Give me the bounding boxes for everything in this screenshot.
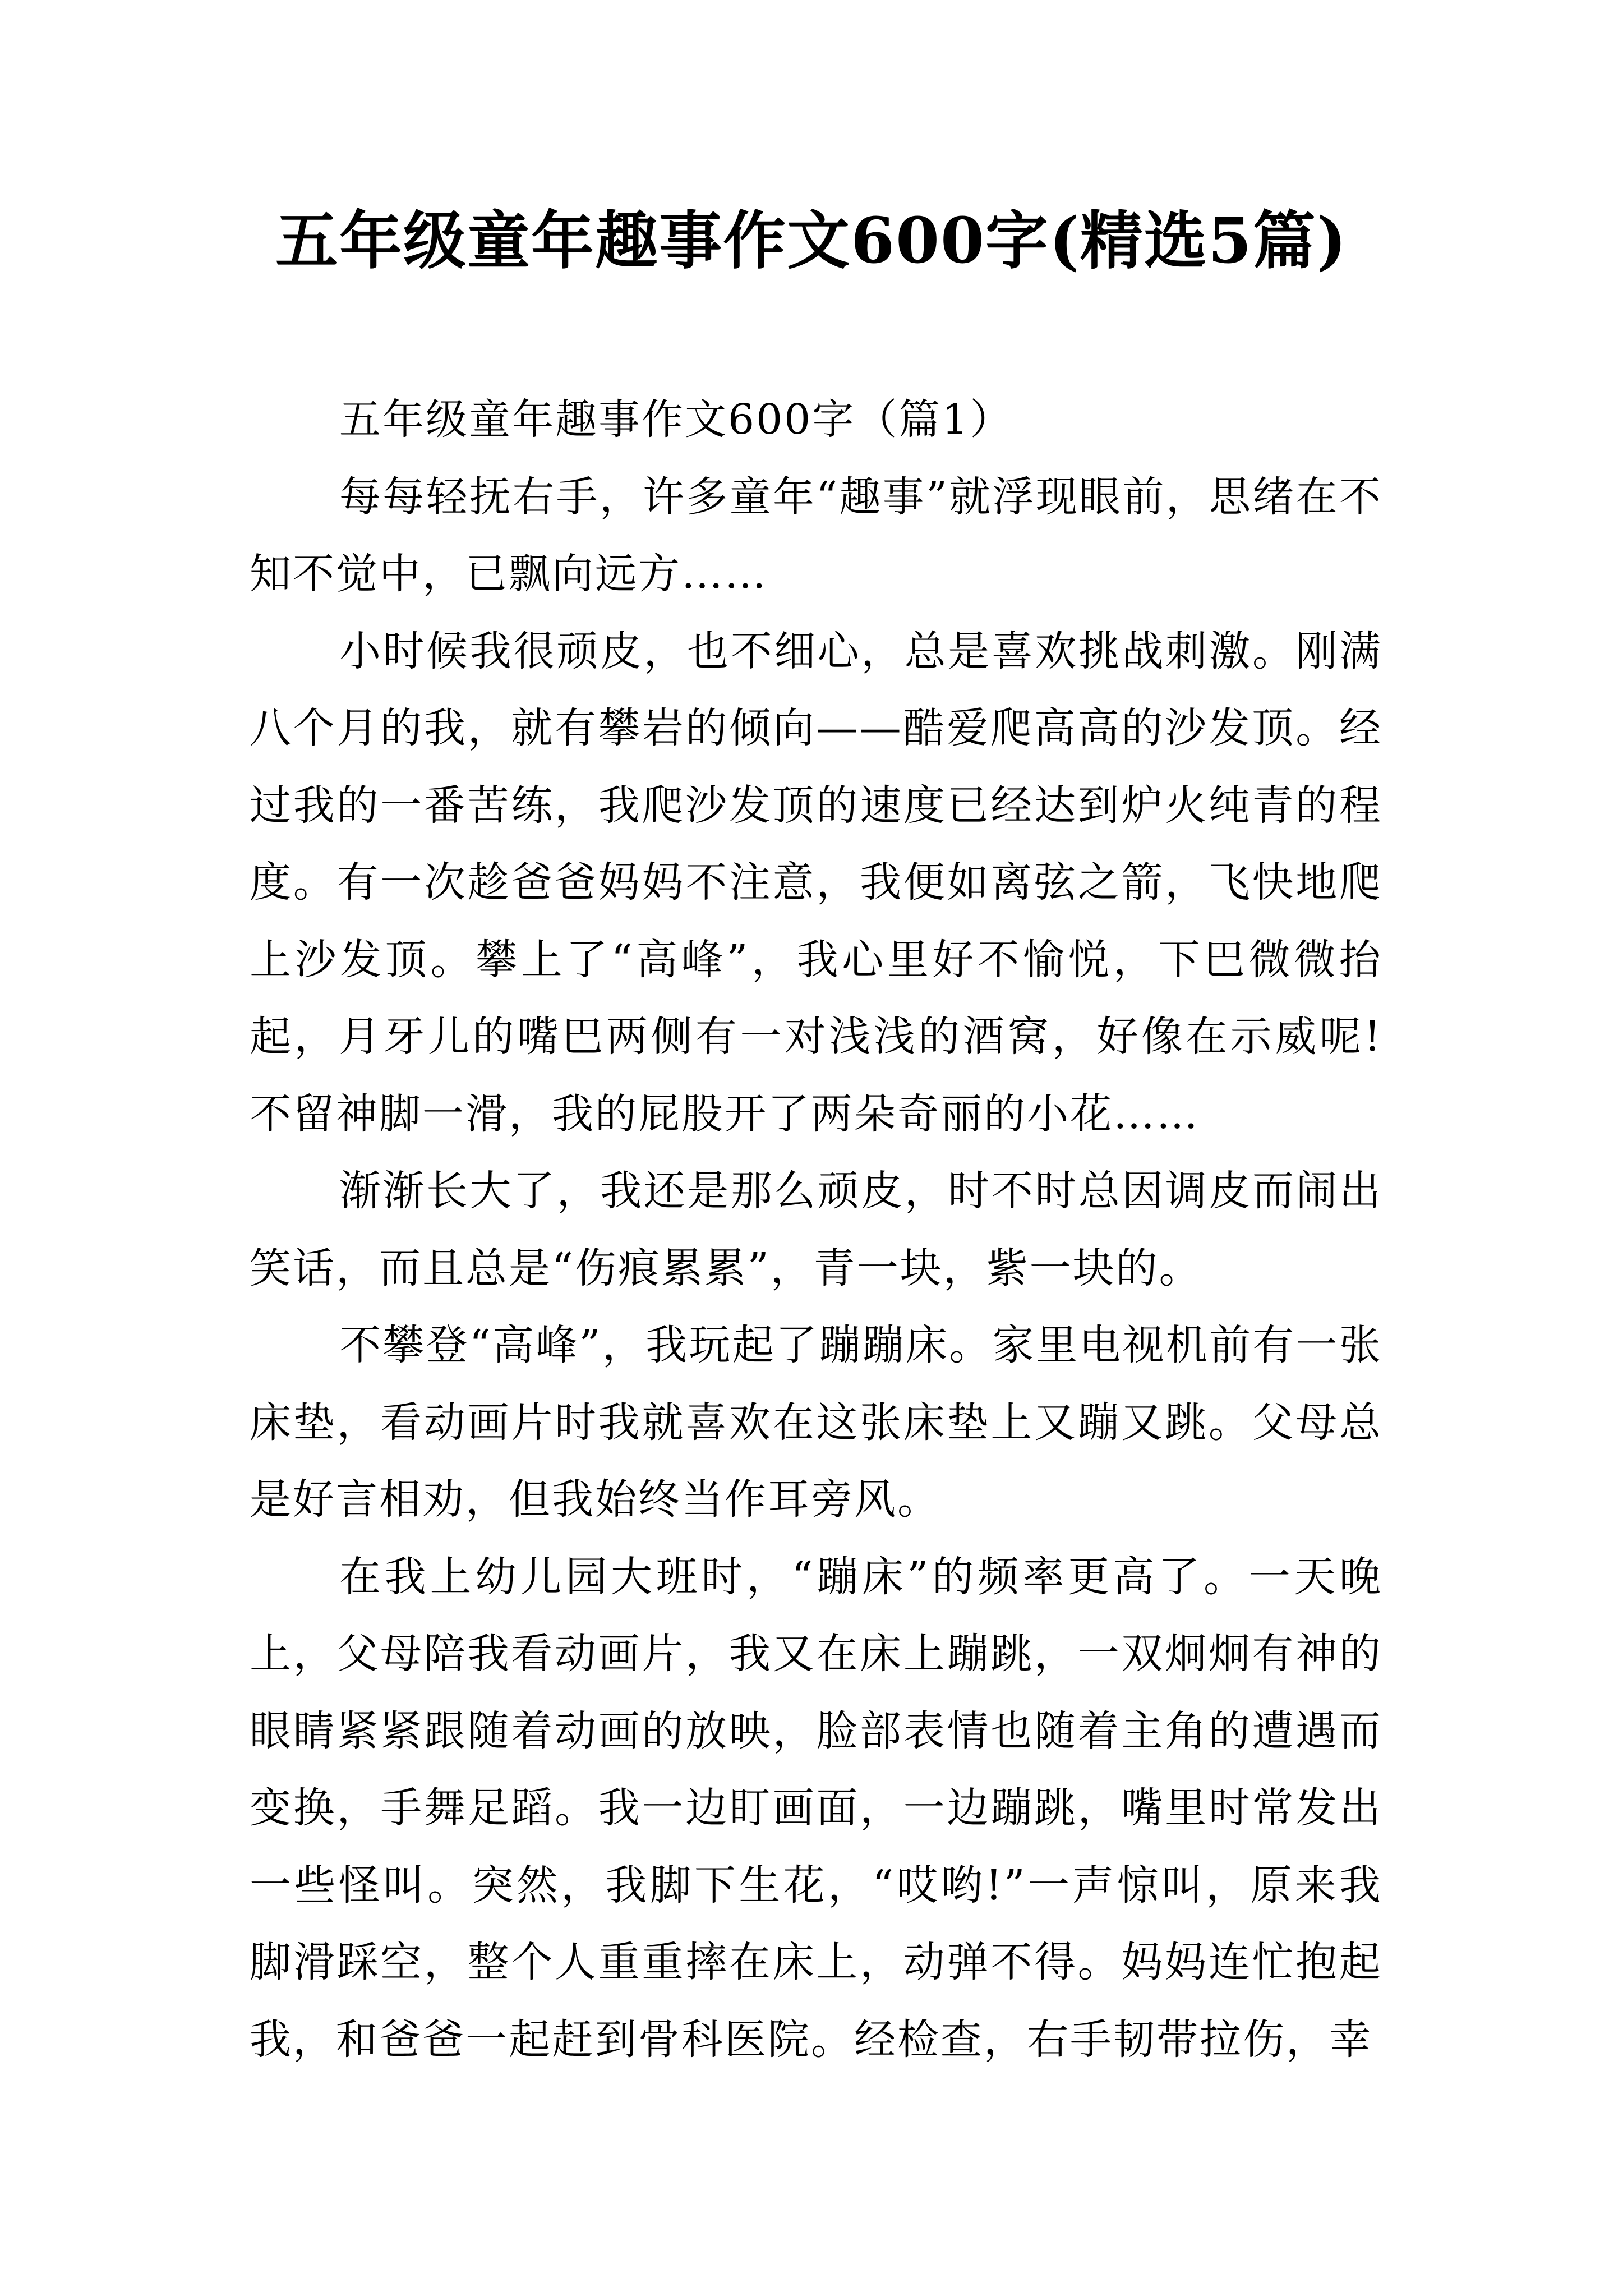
paragraph: 小时候我很顽皮，也不细心，总是喜欢挑战刺激。刚满八个月的我，就有攀岩的倾向——酷爱爬高高的沙发顶。经过我的一番苦练，我爬沙发顶的速度已经达到炉火纯青的程度。有一次趁爸爸妈妈不注意，我便如离弦之箭，飞快地爬上沙发顶。攀上了“高峰”，我心里好不愉悦，下巴微微抬起，月牙儿的嘴巴两侧有一对浅浅的酒窝，好像在示威呢!不留神脚一滑，我的屁股开了两朵奇丽的小花……: [250, 627, 1382, 1138]
document-title: 五年级童年趣事作文600字(精选5篇): [275, 204, 1348, 278]
section-heading: 五年级童年趣事作文600字（篇1）: [339, 395, 1013, 444]
paragraph: 每每轻抚右手，许多童年“趣事”就浮现眼前，思绪在不知不觉中，已飘向远方……: [250, 472, 1382, 598]
document-body: [250, 381, 1382, 2078]
paragraph: 不攀登“高峰”，我玩起了蹦蹦床。家里电视机前有一张床垫，看动画片时我就喜欢在这张床垫上又蹦又跳。父母总是好言相劝，但我始终当作耳旁风。: [250, 1321, 1382, 1524]
paragraph: 在我上幼儿园大班时，“蹦床”的频率更高了。一天晚上，父母陪我看动画片，我又在床上蹦跳，一双炯炯有神的眼睛紧紧跟随着动画的放映，脸部表情也随着主角的遭遇而变换，手舞足蹈。我一边盯画面，一边蹦跳，嘴里时常发出一些怪叫。突然，我脚下生花，“哎哟!”一声惊叫，原来我脚滑踩空，整个人重重摔在床上，动弹不得。妈妈连忙抱起我，和爸爸一起赶到骨科医院。经检查，右手韧带拉伤，幸: [250, 1552, 1382, 2064]
paragraph: 渐渐长大了，我还是那么顽皮，时不时总因调皮而闹出笑话，而且总是“伤痕累累”，青一块，紫一块的。: [250, 1167, 1382, 1292]
